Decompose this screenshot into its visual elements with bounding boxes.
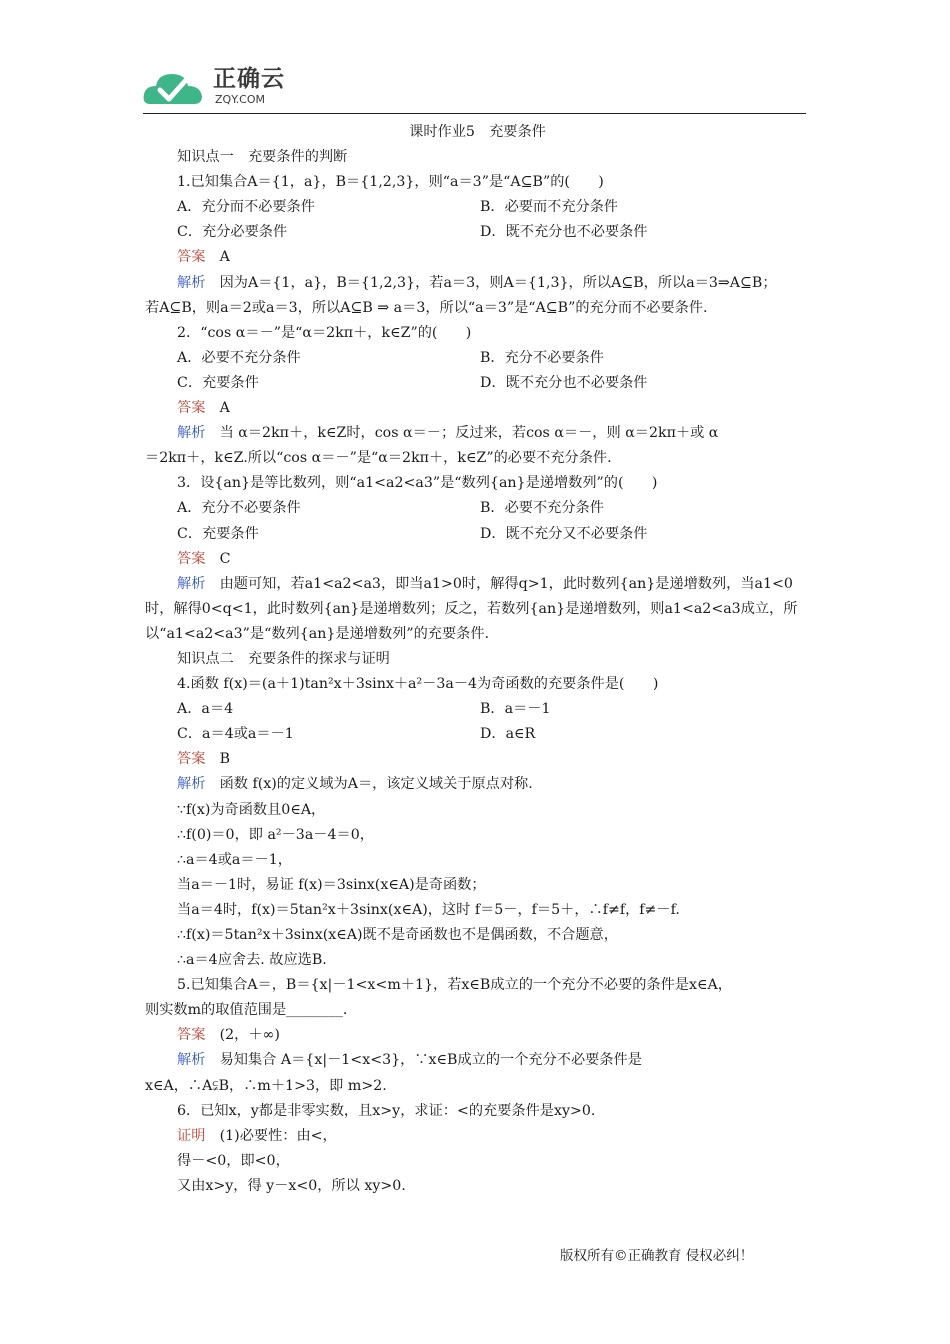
answer-value: B xyxy=(219,751,231,768)
proof-text: (1)必要性：由<， xyxy=(219,1127,337,1144)
answer-value: C xyxy=(219,550,231,567)
analysis-text: ∴f(0)＝0，即 a²－3a－4＝0， xyxy=(177,826,374,843)
proof-text: 又由x>y，得 y－x<0，所以 xy>0. xyxy=(177,1177,406,1194)
answer-value: (2，＋∞) xyxy=(219,1027,280,1044)
page-title: 课时作业5 充要条件 xyxy=(409,124,546,140)
option-b: B．充分不必要条件 xyxy=(480,349,604,366)
answer-line xyxy=(145,1023,810,1048)
question-stem: 5.已知集合A＝，B＝{x|－1<x<m＋1}，若x∈B成立的一个充分不必要的条件是x∈A， xyxy=(177,977,732,994)
logo-subtext: ZQY.COM xyxy=(215,93,266,106)
proof-label: 证明 xyxy=(177,1127,206,1144)
option-c: C．充要条件 xyxy=(177,525,259,542)
answer-line xyxy=(145,245,810,270)
analysis-label: 解析 xyxy=(177,776,206,793)
analysis-text: 由题可知，若a1<a2<a3，即当a1>0时，解得q>1，此时数列{an}是递增数列，当a1<0 xyxy=(219,575,793,592)
option-d: D．既不充分也不必要条件 xyxy=(480,224,648,241)
analysis-text: 当a＝－1时，易证 f(x)＝3sinx(x∈A)是奇函数； xyxy=(177,876,486,893)
answer-label: 答案 xyxy=(177,400,206,417)
option-row xyxy=(145,522,810,547)
question-stem: 6．已知x，y都是非零实数，且x>y，求证：<的充要条件是xy>0. xyxy=(177,1102,596,1119)
option-row xyxy=(145,195,810,220)
option-b: B．必要而不充分条件 xyxy=(480,199,619,216)
analysis-text: x∈A，∴A⫋B，∴m＋1>3，即 m>2. xyxy=(145,1077,387,1094)
document-body xyxy=(145,120,810,1199)
analysis-text: 以“a1<a2<a3”是“数列{an}是递增数列”的充要条件. xyxy=(145,625,490,642)
analysis-text: 当 α＝2kπ＋，k∈Z时，cos α＝－；反过来，若cos α＝－，则 α＝2kπ＋或 α xyxy=(219,425,719,442)
option-c: C．a＝4或a＝－1 xyxy=(177,726,294,743)
answer-label: 答案 xyxy=(177,751,206,768)
option-d: D．既不充分又不必要条件 xyxy=(480,525,648,542)
analysis-label: 解析 xyxy=(177,274,206,291)
option-b: B．a＝－1 xyxy=(480,701,551,718)
analysis-text: ∵f(x)为奇函数且0∈A， xyxy=(177,801,326,818)
answer-label: 答案 xyxy=(177,249,206,266)
analysis-line xyxy=(145,572,810,597)
option-row xyxy=(145,496,810,521)
option-a: A．充分而不必要条件 xyxy=(177,199,315,216)
option-row xyxy=(145,697,810,722)
analysis-text: ∴a＝4或a＝－1， xyxy=(177,851,292,868)
logo-text: 正确云 xyxy=(213,66,285,92)
analysis-text: 易知集合 A＝{x|－1<x<3}，∵x∈B成立的一个充分不必要条件是 xyxy=(219,1052,642,1069)
answer-line xyxy=(145,547,810,572)
option-row xyxy=(145,346,810,371)
analysis-line xyxy=(145,1048,810,1073)
analysis-label: 解析 xyxy=(177,1052,206,1069)
answer-line xyxy=(145,396,810,421)
analysis-text: 因为A＝{1，a}，B＝{1,2,3}，若a＝3，则A＝{1,3}，所以A⊆B，所以a＝3⇒A⊆B； xyxy=(219,274,777,291)
question-stem: 4.函数 f(x)＝(a＋1)tan²x＋3sinx＋a²－3a－4为奇函数的充要条件是( ) xyxy=(177,676,659,693)
header-rule xyxy=(143,113,806,114)
answer-label: 答案 xyxy=(177,550,206,567)
option-c: C．充分必要条件 xyxy=(177,224,288,241)
analysis-text: ＝2kπ＋，k∈Z.所以“cos α＝－”是“α＝2kπ＋，k∈Z”的必要不充分条件. xyxy=(145,450,612,467)
analysis-text: 时，解得0<q<1，此时数列{an}是递增数列；反之，若数列{an}是递增数列，则a1<a2<a3成立，所 xyxy=(145,600,798,617)
proof-text: 得－<0，即<0， xyxy=(177,1152,290,1169)
answer-line xyxy=(145,747,810,772)
option-row xyxy=(145,220,810,245)
option-d: D．a∈R xyxy=(480,726,536,743)
option-a: A．必要不充分条件 xyxy=(177,349,301,366)
analysis-line xyxy=(145,421,810,446)
option-a: A．充分不必要条件 xyxy=(177,500,301,517)
question-stem: 3．设{an}是等比数列，则“a1<a2<a3”是“数列{an}是递增数列”的( ) xyxy=(177,475,658,492)
analysis-line xyxy=(145,772,810,797)
answer-label: 答案 xyxy=(177,1027,206,1044)
section-heading: 知识点一 充要条件的判断 xyxy=(177,149,348,166)
option-row xyxy=(145,371,810,396)
copyright-footer: 版权所有©正确教育 侵权必纠！ xyxy=(560,1248,754,1264)
option-row xyxy=(145,722,810,747)
analysis-line xyxy=(145,271,810,296)
answer-value: A xyxy=(219,249,230,266)
option-b: B．必要不充分条件 xyxy=(480,500,604,517)
proof-line xyxy=(145,1124,810,1149)
analysis-label: 解析 xyxy=(177,425,206,442)
question-stem: 1.已知集合A＝{1，a}，B＝{1,2,3}，则“a＝3”是“A⊆B”的( ) xyxy=(177,174,604,191)
question-stem: 2．“cos α＝－”是“α＝2kπ＋，k∈Z”的( ) xyxy=(177,324,472,341)
analysis-text: ∴a＝4应舍去. 故应选B. xyxy=(177,952,327,969)
option-d: D．既不充分也不必要条件 xyxy=(480,374,648,391)
analysis-text: 当a＝4时，f(x)＝5tan²x＋3sinx(x∈A)，这时 f＝5－，f＝5＋，∴f≠f，f≠－f. xyxy=(177,901,680,918)
answer-value: A xyxy=(219,400,230,417)
section-heading: 知识点二 充要条件的探求与证明 xyxy=(177,650,390,667)
analysis-text: ∴f(x)＝5tan²x＋3sinx(x∈A)既不是奇函数也不是偶函数，不合题意， xyxy=(177,927,618,943)
analysis-label: 解析 xyxy=(177,575,206,592)
analysis-text: 函数 f(x)的定义域为A＝，该定义域关于原点对称. xyxy=(219,776,533,793)
question-stem: 则实数m的取值范围是________. xyxy=(145,1002,348,1019)
analysis-text: 若A⊆B，则a＝2或a＝3，所以A⊆B ⇒ a＝3，所以“a＝3”是“A⊆B”的充分而不必要条件. xyxy=(145,299,708,316)
option-c: C．充要条件 xyxy=(177,374,259,391)
option-a: A．a＝4 xyxy=(177,701,234,718)
